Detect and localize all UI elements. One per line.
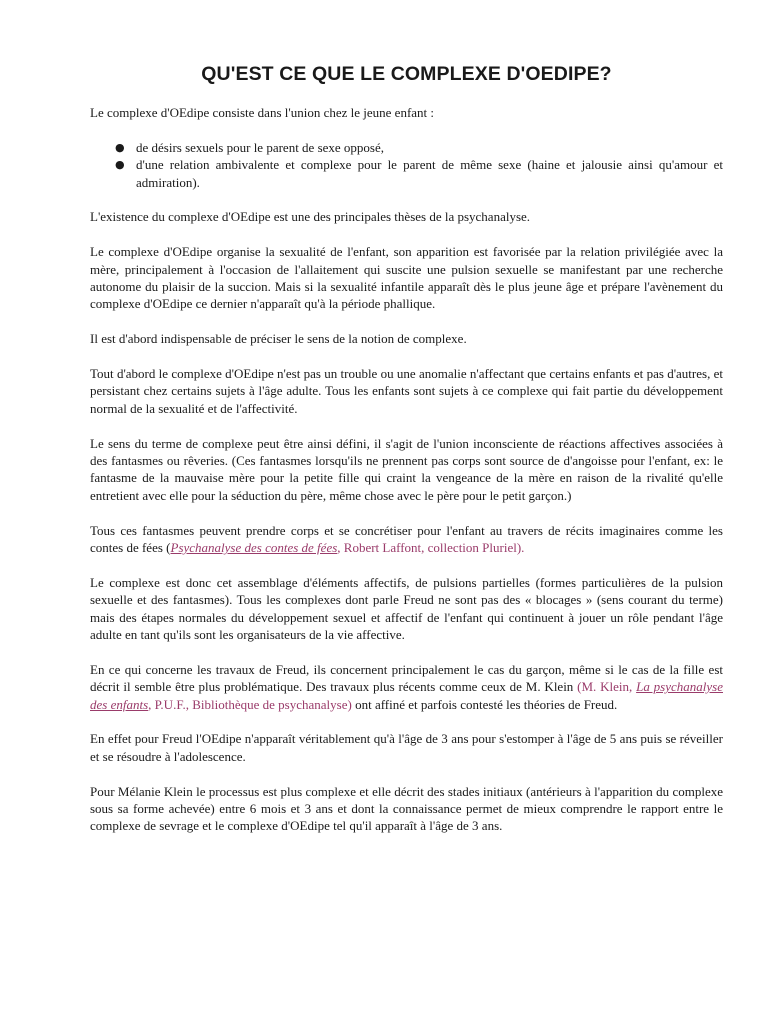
book-title: La psychanalyse des enfants bbox=[90, 679, 723, 712]
page-title: QU'EST CE QUE LE COMPLEXE D'OEDIPE? bbox=[201, 63, 612, 85]
book-reference-details: , Robert Laffont, collection Pluriel). bbox=[337, 540, 525, 556]
list-item bbox=[115, 139, 723, 156]
bullet-icon: ● bbox=[115, 140, 125, 154]
paragraph: Pour Mélanie Klein le processus est plus complexe et elle décrit des stades initiaux (antérieurs à l'apparition du complexe sous sa forme achevée) entre 6 mois et 3 ans et dont la connaissance permet de mieux comprendre le rapport entre le complexe de sevrage et le complexe d'OEdipe tel qu'il apparaît à l'âge de 3 ans. bbox=[90, 783, 723, 834]
book-reference-details: , P.U.F., Bibliothèque de psychanalyse) bbox=[148, 696, 352, 712]
intro-paragraph: Le complexe d'OEdipe consiste dans l'union chez le jeune enfant : bbox=[90, 105, 435, 120]
paragraph: Le complexe d'OEdipe organise la sexualité de l'enfant, son apparition est favorisée par la relation privilégiée avec la mère, principalement à l'occasion de l'allaitement qui suscite une pulsion sexuelle se manifestant par une recherche autonome du plaisir de la succion. Mais si la sexualité infantile apparaît dès le plus jeune âge et prépare l'avènement du complexe d'OEdipe ce dernier n'apparaît qu'à la période phallique. bbox=[90, 244, 723, 312]
paragraph-text: Tous ces fantasmes peuvent prendre corps et se concrétiser pour l'enfant au travers de récits imaginaires comme les contes de fées ( bbox=[90, 522, 723, 556]
paragraph-with-reference bbox=[90, 522, 723, 557]
book-reference-author: (M. Klein, bbox=[577, 679, 637, 695]
paragraph: L'existence du complexe d'OEdipe est une des principales thèses de la psychanalyse. bbox=[90, 209, 531, 225]
paragraph: Le sens du terme de complexe peut être ainsi défini, il s'agit de l'union inconsciente de réactions affectives associées à des fantasmes ou rêveries. (Ces fantasmes lorsqu'ils ne prennent pas corps sont source de d'angoisse pour l'enfant, ex: le fantasme de la mauvaise mère pour la petite fille qui craint la vengeance de la mère en raison de la rivalité qu'elle entretient avec elle pour la séduction du père, même chose avec le père pour le petit garçon.) bbox=[90, 435, 723, 503]
list-item-text: de désirs sexuels pour le parent de sexe opposé, bbox=[136, 139, 385, 155]
bullet-list bbox=[90, 139, 723, 191]
document-page bbox=[90, 62, 723, 852]
book-reference-link[interactable] bbox=[171, 540, 525, 555]
paragraph-with-reference bbox=[90, 661, 723, 713]
paragraph: Il est d'abord indispensable de préciser le sens de la notion de complexe. bbox=[90, 331, 467, 347]
list-item bbox=[115, 156, 723, 191]
paragraph-text: ont affiné et parfois contesté les théories de Freud. bbox=[351, 696, 618, 712]
paragraph: En effet pour Freud l'OEdipe n'apparaît véritablement qu'à l'âge de 3 ans pour s'estomper à l'âge de 5 ans puis se réveiller et se résoudre à l'adolescence. bbox=[90, 731, 723, 764]
book-title: Psychanalyse des contes de fées bbox=[170, 540, 338, 556]
paragraph: Le complexe est donc cet assemblage d'éléments affectifs, de pulsions partielles (formes particulières de la pulsion sexuelle et des fantasmes). Tous les complexes dont parle Freud ne sont pas des « blocages » (sens courant du terme) mais des étapes normales du développement sexuel et affectif de l'enfant qui continuent à jouer un rôle pendant l'âge adulte en tant qu'ils sont les organisateurs de la vie affective. bbox=[90, 574, 723, 643]
paragraph: Tout d'abord le complexe d'OEdipe n'est pas un trouble ou une anomalie n'affectant que certains enfants et pas d'autres, et persistant chez certains sujets à l'âge adulte. Tous les enfants sont sujets à ce complexe qui fait partie du développement normal de la sexualité et de l'affectivité. bbox=[90, 366, 723, 416]
bullet-icon: ● bbox=[115, 158, 125, 172]
list-item-text: d'une relation ambivalente et complexe pour le parent de même sexe (haine et jalousie ainsi qu'amour et admiration). bbox=[136, 157, 723, 190]
paragraph-text: En ce qui concerne les travaux de Freud, ils concernent principalement le cas du garçon, même si le cas de la fille est décrit il semble être plus problématique. Des travaux plus récents comme ceux de M. Klein bbox=[90, 661, 723, 695]
